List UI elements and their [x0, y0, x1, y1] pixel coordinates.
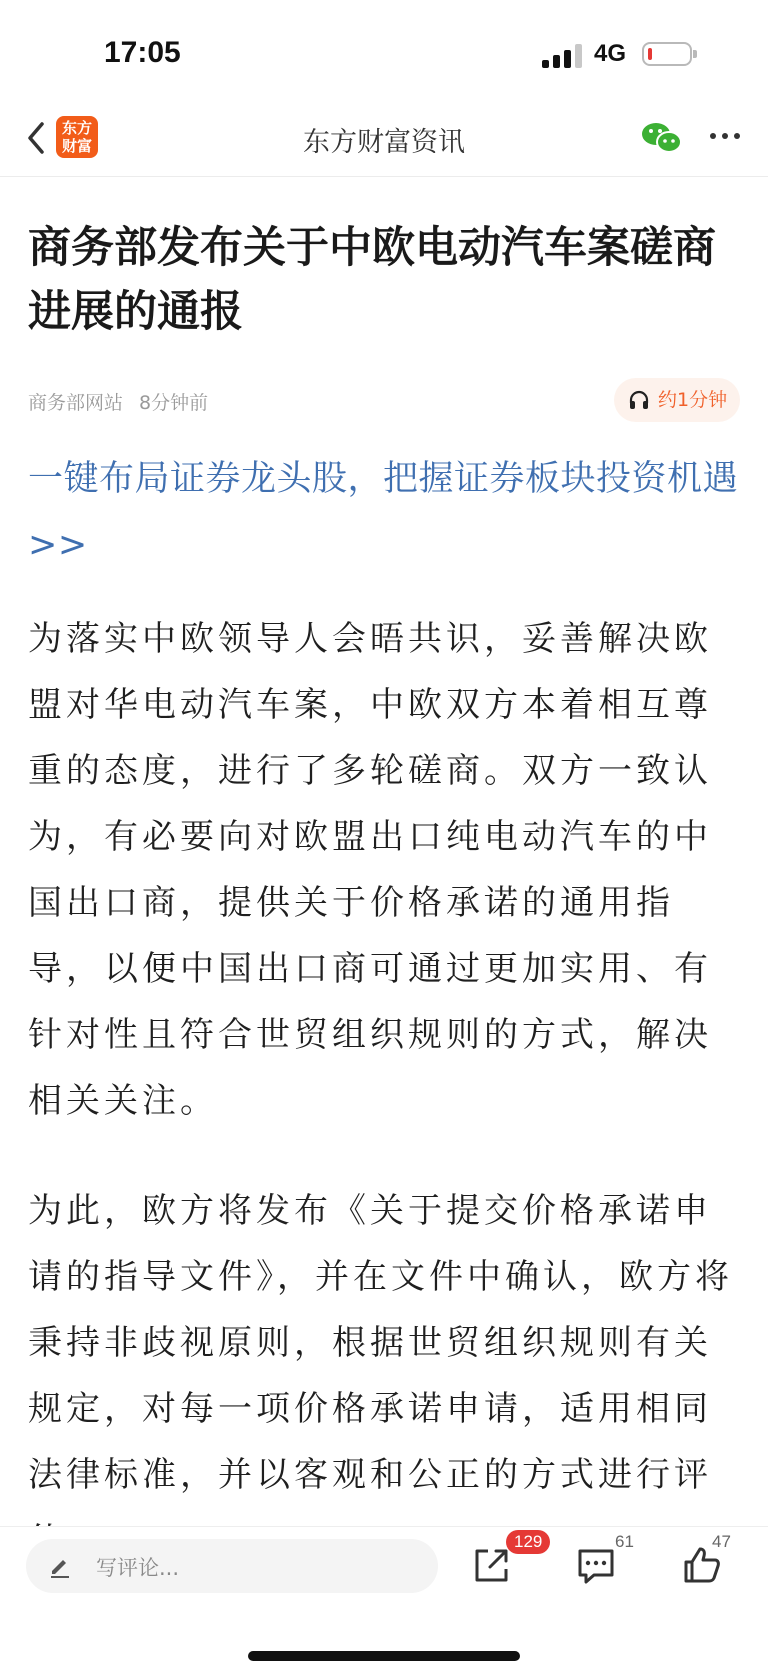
article-paragraph: 为落实中欧领导人会晤共识，妥善解决欧盟对华电动汽车案，中欧双方本着相互尊重的态度，进行了多轮磋商。双方一致认为，有必要向对欧盟出口纯电动汽车的中国出口商，提供关于价格承诺的通用指导，以便中国出口商可通过更加实用、有针对性且符合世贸组织规则的方式，解决相关关注。 — [28, 619, 712, 1121]
status-bar — [0, 0, 768, 100]
listen-duration: 约1分钟 — [658, 389, 728, 411]
article-source: 商务部网站 — [28, 392, 124, 414]
more-icon — [708, 124, 742, 148]
page-title: 东方财富资讯 — [303, 127, 465, 158]
network-type: 4G — [594, 40, 627, 67]
comment-count: 61 — [615, 1532, 634, 1551]
article-title: 商务部发布关于中欧电动汽车案磋商进展的通报 — [28, 223, 716, 337]
article-time: 8分钟前 — [139, 392, 209, 414]
wechat-share-button[interactable] — [640, 120, 684, 156]
listen-button[interactable] — [614, 378, 740, 422]
battery-icon — [642, 42, 692, 66]
comment-input[interactable] — [26, 1539, 438, 1593]
comments-button[interactable] — [572, 1541, 620, 1589]
nav-bar — [0, 100, 768, 177]
promo-link[interactable]: 一键布局证券龙头股，把握证券板块投资机遇>> — [28, 459, 739, 565]
comment-icon — [572, 1541, 620, 1589]
article-paragraph: 为此，欧方将发布《关于提交价格承诺申请的指导文件》，并在文件中确认，欧方将秉持非歧视原则，根据世贸组织规则有关规定，对每一项价格承诺申请，适用相同法律标准，并以客观和公正的方式进行评 — [28, 1191, 733, 1495]
wechat-icon — [640, 120, 684, 156]
comment-placeholder: 写评论... — [96, 1556, 180, 1580]
bottom-action-bar — [0, 1526, 768, 1670]
article-meta — [28, 388, 208, 415]
signal-icon — [542, 44, 584, 68]
more-button[interactable] — [708, 124, 742, 148]
home-indicator — [248, 1651, 520, 1661]
app-logo: 东方 财富 — [56, 116, 98, 158]
headphones-icon — [628, 389, 650, 411]
pencil-icon — [48, 1554, 72, 1578]
share-count-badge: 129 — [506, 1530, 550, 1554]
like-count: 47 — [712, 1532, 731, 1551]
status-time: 17:05 — [104, 36, 181, 69]
